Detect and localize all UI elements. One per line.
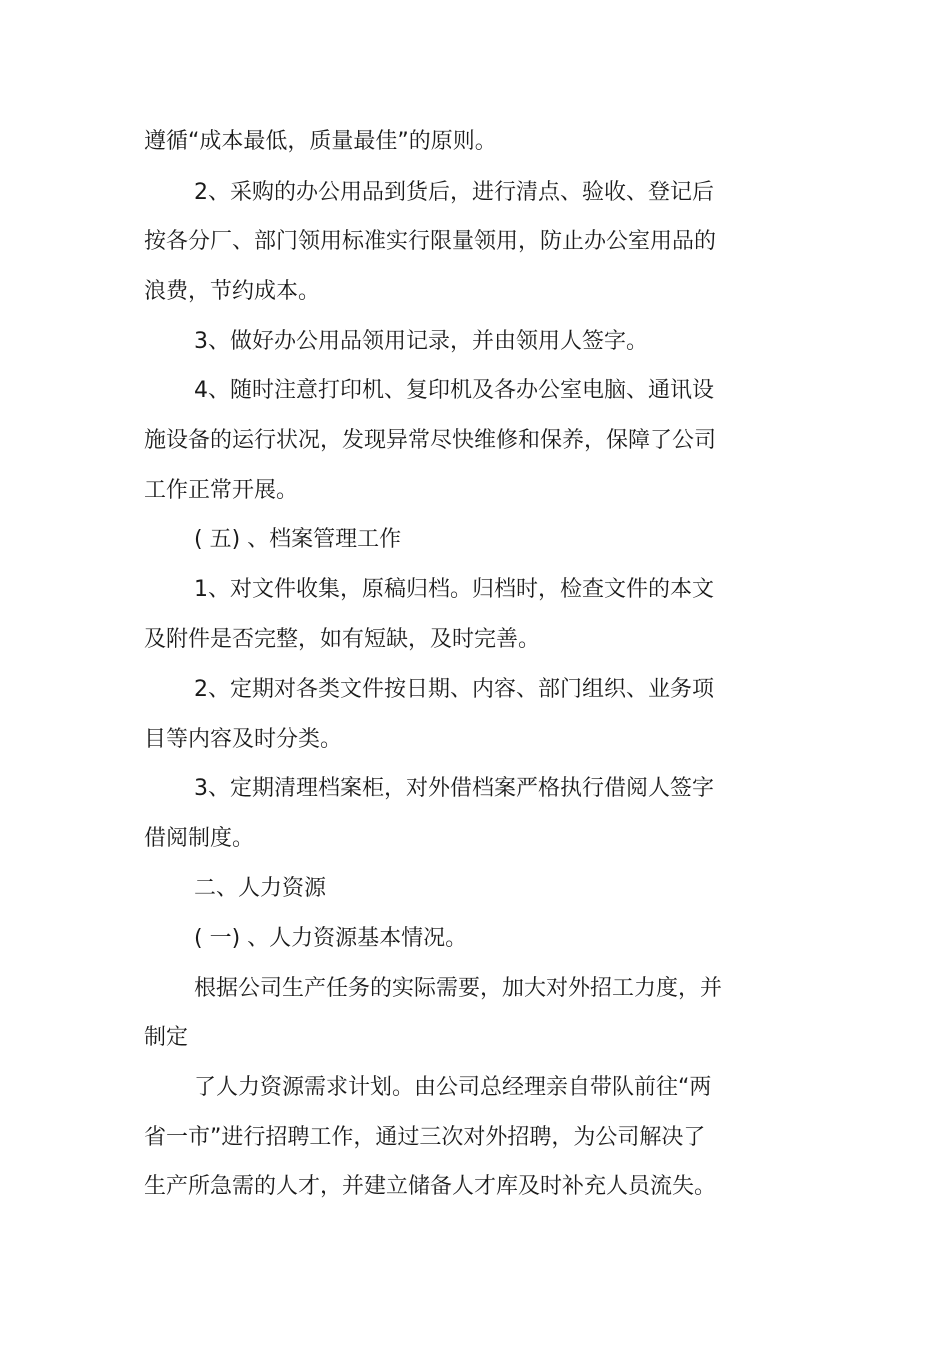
archive-item-1-line-2: 及附件是否完整，如有短缺，及时完善。: [144, 627, 541, 652]
hr-paragraph-2-line-2: 省一市”进行招聘工作，通过三次对外招聘，为公司解决了: [144, 1125, 706, 1150]
subsection-heading-hr-basics: ( 一) 、人力资源基本情况。: [194, 926, 468, 951]
item-3-line-1: 3、做好办公用品领用记录，并由领用人签字。: [194, 329, 648, 354]
section-heading-hr: 二、人力资源: [194, 876, 327, 901]
hr-paragraph-line-1: 根据公司生产任务的实际需要，加大对外招工力度，并: [194, 976, 723, 1001]
item-2-line-2: 按各分厂、部门领用标准实行限量领用，防止办公室用品的: [144, 229, 717, 254]
section-heading-archive: ( 五) 、档案管理工作: [194, 527, 402, 552]
hr-paragraph-2-line-3: 生产所急需的人才，并建立储备人才库及时补充人员流失。: [144, 1174, 717, 1199]
archive-item-3-line-2: 借阅制度。: [144, 826, 255, 851]
archive-item-3-line-1: 3、定期清理档案柜，对外借档案严格执行借阅人签字: [194, 776, 714, 801]
hr-paragraph-line-2: 制定: [144, 1025, 189, 1050]
item-2-line-3: 浪费，节约成本。: [144, 279, 321, 304]
hr-paragraph-2-line-1: 了人力资源需求计划。由公司总经理亲自带队前往“两: [194, 1075, 712, 1100]
item-4-line-1: 4、随时注意打印机、复印机及各办公室电脑、通讯设: [194, 378, 714, 403]
paragraph-line-continuation: 遵循“成本最低，质量最佳”的原则。: [144, 129, 497, 154]
item-4-line-2: 施设备的运行状况，发现异常尽快维修和保养，保障了公司: [144, 428, 717, 453]
item-2-line-1: 2、采购的办公用品到货后，进行清点、验收、登记后: [194, 180, 714, 205]
archive-item-2-line-1: 2、定期对各类文件按日期、内容、部门组织、业务项: [194, 677, 714, 702]
archive-item-2-line-2: 目等内容及时分类。: [144, 727, 343, 752]
archive-item-1-line-1: 1、对文件收集，原稿归档。归档时，检查文件的本文: [194, 577, 714, 602]
item-4-line-3: 工作正常开展。: [144, 478, 299, 503]
